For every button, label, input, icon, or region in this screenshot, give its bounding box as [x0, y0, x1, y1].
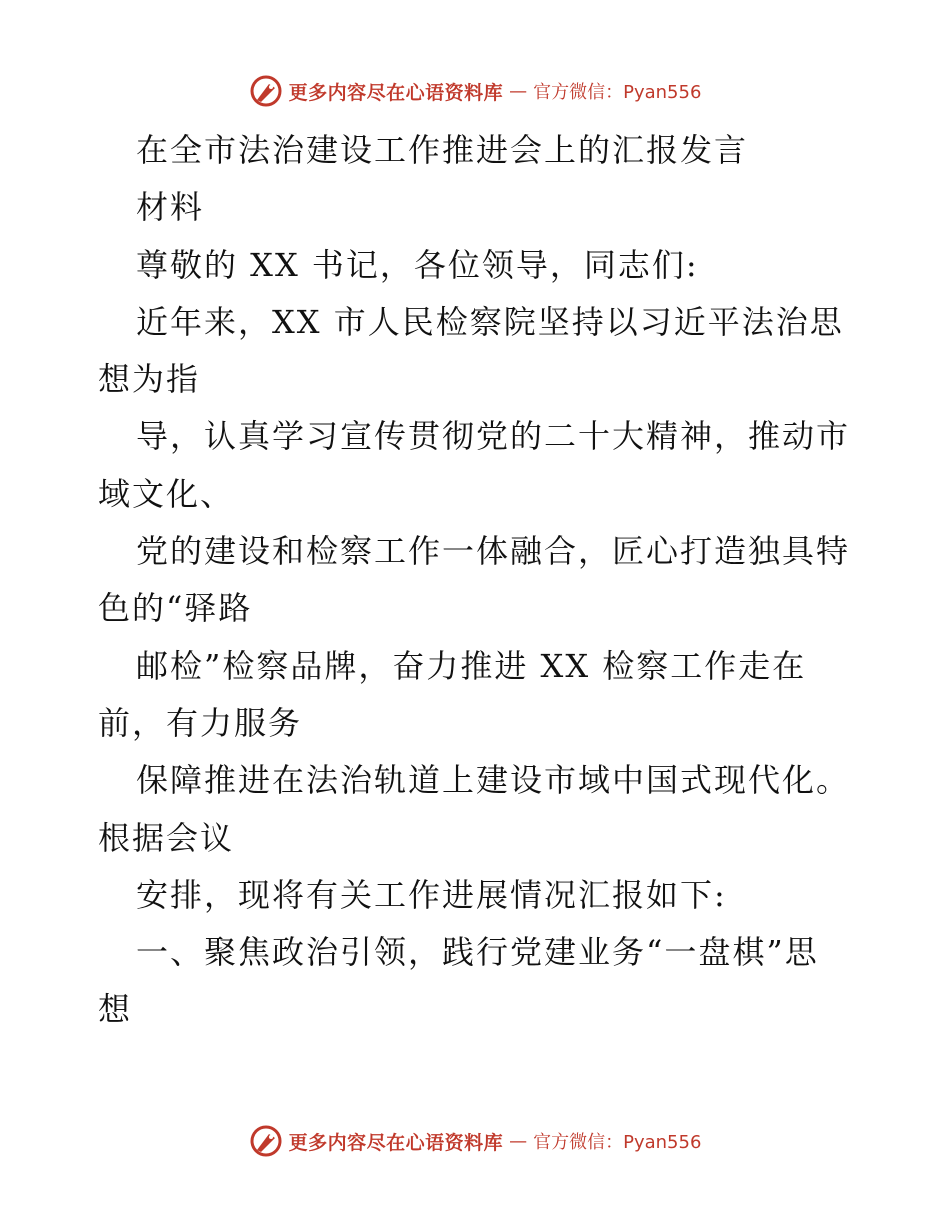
doc-line: 党的建设和检察工作一体融合，匠心打造独具特 — [136, 532, 851, 571]
document-body — [98, 122, 878, 1039]
doc-line: 根据会议 — [98, 818, 235, 857]
doc-line: 想为指 — [98, 360, 201, 399]
watermark-wechat: 官方微信：Pyan556 — [533, 1132, 702, 1153]
doc-line: 在全市法治建设工作推进会上的汇报发言 — [136, 131, 749, 169]
doc-line: 色的“驿路 — [98, 589, 253, 628]
watermark-text: 更多内容尽在心语资料库 — [288, 81, 504, 104]
watermark-dash: — — [509, 1130, 528, 1152]
watermark-wechat: 官方微信：Pyan556 — [533, 82, 702, 103]
pen-nib-circle-icon — [249, 74, 283, 108]
doc-line: 保障推进在法治轨道上建设市域中国式现代化。 — [136, 761, 851, 800]
doc-line: 邮检”检察品牌，奋力推进 XX 检察工作走在 — [136, 646, 807, 685]
watermark-dash: — — [509, 80, 528, 102]
doc-line: 材料 — [136, 188, 205, 227]
doc-line: 安排，现将有关工作进展情况汇报如下: — [136, 875, 727, 914]
doc-line: 尊敬的 XX 书记，各位领导，同志们: — [136, 245, 699, 284]
watermark-text: 更多内容尽在心语资料库 — [288, 1131, 504, 1154]
doc-line: 导，认真学习宣传贯彻党的二十大精神，推动市 — [136, 417, 851, 456]
doc-line: 近年来，XX 市人民检察院坚持以习近平法治思 — [136, 302, 844, 341]
doc-line: 一、聚焦政治引领，践行党建业务“一盘棋”思 — [136, 933, 819, 972]
doc-line: 想 — [98, 990, 133, 1029]
doc-line: 域文化、 — [98, 474, 235, 513]
doc-line: 前，有力服务 — [98, 703, 303, 742]
pen-nib-circle-icon — [249, 1124, 283, 1158]
footer-watermark — [0, 1121, 950, 1161]
header-watermark — [0, 71, 950, 111]
